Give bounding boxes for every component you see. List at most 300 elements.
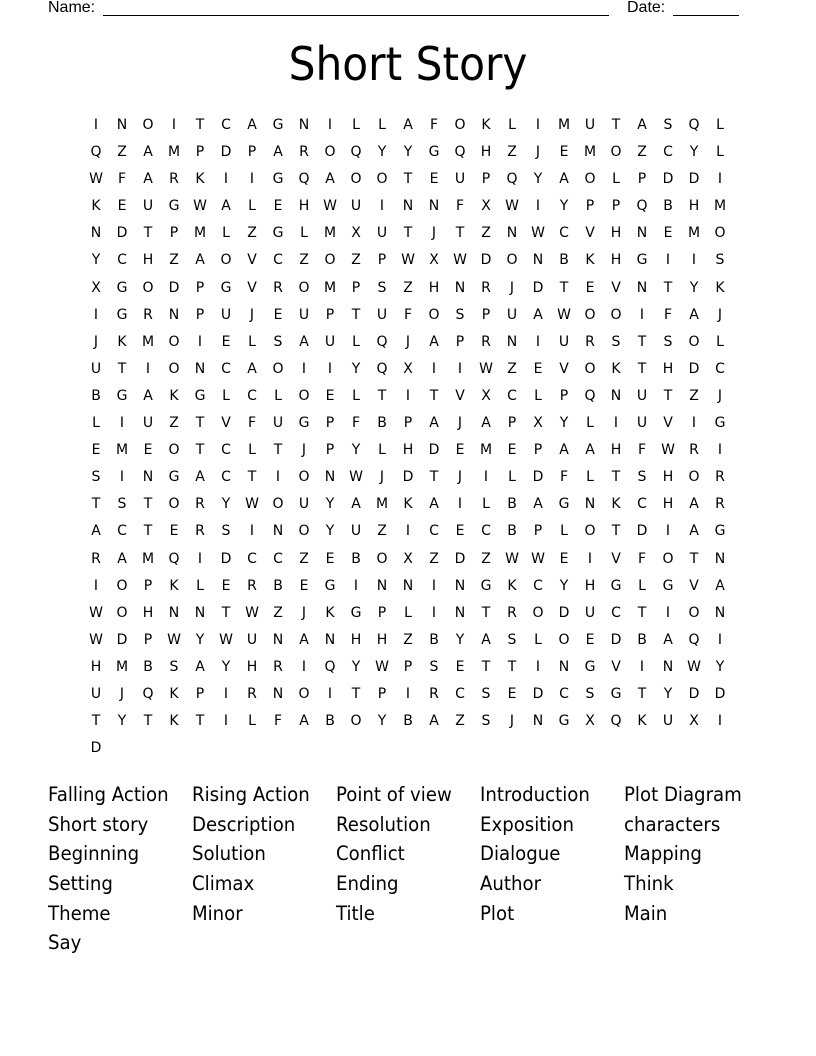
grid-cell: Y (221, 658, 231, 675)
grid-cell: Y (377, 713, 387, 730)
grid-cell: X (481, 387, 491, 404)
grid-cell: U (636, 387, 648, 404)
grid-cell: T (429, 469, 439, 486)
word-list-item: Say (48, 931, 82, 955)
grid-cell: O (298, 279, 310, 296)
grid-cell: R (169, 171, 179, 188)
grid-cell: I (457, 360, 463, 377)
grid-cell: E (559, 550, 569, 567)
grid-cell: A (299, 631, 309, 648)
grid-cell: S (585, 685, 595, 702)
grid-cell: P (195, 279, 205, 296)
grid-cell: O (298, 523, 310, 540)
grid-cell: T (91, 713, 101, 730)
grid-cell: W (557, 306, 571, 323)
grid-cell: H (402, 442, 414, 459)
grid-cell: I (93, 306, 99, 323)
grid-cell: K (195, 171, 205, 188)
grid-cell: O (376, 550, 388, 567)
grid-cell: I (665, 604, 671, 621)
grid-cell: O (584, 171, 596, 188)
grid-cell: N (90, 225, 102, 242)
grid-cell: L (222, 225, 230, 242)
grid-cell: Y (533, 171, 543, 188)
grid-cell: W (531, 225, 545, 242)
grid-cell: C (273, 550, 283, 567)
grid-cell: T (611, 469, 621, 486)
grid-cell: F (637, 442, 647, 459)
grid-cell: F (455, 198, 465, 215)
grid-cell: P (143, 631, 153, 648)
grid-cell: E (273, 306, 283, 323)
grid-cell: Y (715, 658, 725, 675)
grid-cell: X (689, 713, 699, 730)
grid-cell: E (585, 631, 595, 648)
word-list-item: Beginning (48, 842, 140, 866)
grid-cell: V (559, 360, 569, 377)
grid-cell: A (299, 333, 309, 350)
grid-cell: K (169, 387, 179, 404)
grid-cell: X (351, 225, 361, 242)
grid-cell: A (585, 442, 595, 459)
word-list (48, 780, 768, 958)
word-list-item: Conflict (336, 842, 405, 866)
grid-cell: I (483, 469, 489, 486)
grid-cell: M (115, 442, 129, 459)
grid-cell: Z (689, 387, 699, 404)
word-list-item: Description (192, 812, 296, 836)
grid-cell: G (714, 415, 726, 432)
grid-cell: T (429, 387, 439, 404)
grid-cell: X (429, 252, 439, 269)
grid-cell: Y (91, 252, 101, 269)
grid-cell: W (245, 496, 259, 513)
grid-cell: N (168, 306, 180, 323)
grid-cell: C (507, 387, 517, 404)
grid-cell: L (378, 442, 386, 459)
grid-cell: H (142, 252, 154, 269)
grid-cell: J (249, 306, 255, 323)
grid-cell: R (273, 279, 283, 296)
grid-cell: I (379, 198, 385, 215)
grid-cell: Y (403, 144, 413, 161)
grid-cell: R (689, 442, 699, 459)
grid-cell: P (325, 415, 335, 432)
grid-cell: X (481, 198, 491, 215)
name-label: Name: (48, 0, 96, 16)
grid-cell: L (716, 144, 724, 161)
word-search-grid (83, 112, 733, 762)
grid-cell: C (117, 252, 127, 269)
grid-cell: N (402, 198, 414, 215)
grid-cell: I (717, 442, 723, 459)
grid-cell: A (429, 496, 439, 513)
grid-cell: V (689, 577, 699, 594)
grid-cell: E (117, 198, 127, 215)
grid-cell: C (247, 387, 257, 404)
grid-cell: N (194, 604, 206, 621)
grid-cell: R (195, 496, 205, 513)
grid-cell: G (168, 198, 180, 215)
grid-cell: F (403, 306, 413, 323)
grid-cell: S (715, 252, 725, 269)
word-list-item: Climax (192, 872, 255, 896)
grid-cell: H (688, 198, 700, 215)
grid-cell: J (717, 306, 723, 323)
grid-cell: O (610, 144, 622, 161)
word-list-item: Theme (48, 901, 111, 925)
word-list-item: Main (624, 901, 668, 925)
grid-cell: Q (506, 171, 518, 188)
grid-cell: U (220, 306, 232, 323)
grid-cell: I (691, 415, 697, 432)
word-list-item: Resolution (336, 812, 431, 836)
grid-cell: Q (168, 550, 180, 567)
grid-cell: N (714, 550, 726, 567)
grid-cell: G (714, 523, 726, 540)
grid-cell: P (195, 685, 205, 702)
grid-cell: K (585, 252, 595, 269)
grid-cell: I (405, 685, 411, 702)
grid-cell: E (325, 550, 335, 567)
grid-cell: O (428, 306, 440, 323)
grid-cell: P (247, 144, 257, 161)
grid-cell: C (481, 523, 491, 540)
grid-cell: B (507, 523, 517, 540)
grid-cell: K (325, 604, 335, 621)
grid-cell: T (611, 117, 621, 133)
grid-cell: D (116, 225, 128, 242)
grid-cell: E (533, 360, 543, 377)
grid-cell: A (429, 333, 439, 350)
grid-cell: I (639, 658, 645, 675)
grid-cell: A (117, 550, 127, 567)
grid-cell: O (688, 604, 700, 621)
grid-cell: P (195, 306, 205, 323)
grid-cell: T (637, 360, 647, 377)
grid-cell: L (716, 333, 724, 350)
grid-cell: N (272, 523, 284, 540)
grid-cell: G (428, 144, 440, 161)
grid-cell: T (637, 685, 647, 702)
grid-cell: S (117, 496, 127, 513)
grid-cell: K (481, 117, 491, 133)
grid-cell: D (220, 550, 232, 567)
grid-cell: P (559, 387, 569, 404)
grid-cell: T (455, 225, 465, 242)
grid-cell: A (689, 523, 699, 540)
grid-cell: M (713, 198, 727, 215)
grid-cell: M (323, 279, 337, 296)
grid-cell: L (586, 415, 594, 432)
grid-cell: E (221, 333, 231, 350)
grid-cell: G (558, 713, 570, 730)
grid-cell: D (532, 685, 544, 702)
grid-cell: T (481, 604, 491, 621)
grid-cell: L (300, 225, 308, 242)
word-list-item: Short story (48, 812, 149, 836)
grid-cell: G (636, 252, 648, 269)
grid-cell: G (610, 685, 622, 702)
grid-cell: B (663, 198, 673, 215)
grid-cell: I (93, 117, 99, 133)
word-list-item: characters (624, 812, 721, 836)
grid-cell: D (90, 740, 102, 757)
grid-cell: W (167, 631, 181, 648)
grid-cell: T (143, 225, 153, 242)
word-list-item: Dialogue (480, 842, 561, 866)
grid-cell: T (195, 442, 205, 459)
grid-cell: N (376, 577, 388, 594)
grid-cell: O (220, 252, 232, 269)
grid-cell: M (167, 144, 181, 161)
grid-cell: B (429, 631, 439, 648)
grid-cell: H (610, 225, 622, 242)
grid-cell: I (431, 577, 437, 594)
grid-cell: J (535, 144, 541, 161)
grid-cell: A (533, 306, 543, 323)
grid-cell: H (610, 252, 622, 269)
grid-cell: S (611, 333, 621, 350)
grid-cell: I (301, 360, 307, 377)
grid-cell: L (534, 387, 542, 404)
grid-cell: I (275, 469, 281, 486)
grid-cell: F (117, 171, 127, 188)
grid-cell: A (429, 713, 439, 730)
grid-cell: T (195, 713, 205, 730)
grid-cell: W (323, 198, 337, 215)
grid-cell: R (481, 333, 491, 350)
grid-cell: Y (351, 360, 361, 377)
grid-cell: D (220, 144, 232, 161)
grid-cell: N (402, 577, 414, 594)
grid-cell: I (327, 685, 333, 702)
grid-cell: G (298, 415, 310, 432)
grid-cell: C (221, 469, 231, 486)
grid-cell: X (533, 415, 543, 432)
grid-cell: T (143, 523, 153, 540)
grid-cell: N (454, 604, 466, 621)
grid-cell: H (610, 442, 622, 459)
grid-cell: U (298, 306, 310, 323)
grid-cell: O (558, 631, 570, 648)
grid-cell: W (453, 252, 467, 269)
grid-cell: V (247, 279, 257, 296)
grid-cell: R (429, 685, 439, 702)
grid-cell: L (378, 117, 386, 133)
grid-cell: L (586, 469, 594, 486)
grid-cell: O (272, 496, 284, 513)
grid-cell: N (506, 333, 518, 350)
grid-cell: Z (507, 360, 517, 377)
grid-cell: P (533, 442, 543, 459)
grid-cell: W (245, 604, 259, 621)
grid-cell: A (715, 577, 725, 594)
grid-cell: T (195, 415, 205, 432)
grid-cell: T (559, 279, 569, 296)
grid-cell: M (479, 442, 493, 459)
grid-cell: O (584, 306, 596, 323)
name-blank-line[interactable] (103, 0, 609, 16)
grid-cell: U (350, 198, 362, 215)
grid-cell: N (532, 252, 544, 269)
grid-cell: Q (636, 198, 648, 215)
grid-cell: A (299, 713, 309, 730)
grid-cell: M (557, 117, 571, 133)
grid-cell: U (376, 225, 388, 242)
grid-cell: A (143, 144, 153, 161)
grid-cell: A (559, 442, 569, 459)
grid-cell: A (247, 117, 257, 133)
grid-cell: O (168, 333, 180, 350)
grid-cell: Y (559, 415, 569, 432)
grid-cell: Q (350, 144, 362, 161)
grid-cell: G (116, 279, 128, 296)
grid-cell: A (663, 631, 673, 648)
grid-cell: C (117, 523, 127, 540)
grid-cell: I (223, 685, 229, 702)
date-label: Date: (627, 0, 666, 16)
grid-cell: M (323, 225, 337, 242)
grid-cell: A (247, 360, 257, 377)
grid-cell: N (610, 387, 622, 404)
grid-cell: I (717, 171, 723, 188)
grid-cell: L (196, 577, 204, 594)
grid-cell: P (169, 225, 179, 242)
grid-cell: H (662, 496, 674, 513)
grid-cell: U (636, 415, 648, 432)
grid-cell: A (221, 198, 231, 215)
grid-cell: A (195, 658, 205, 675)
grid-cell: E (585, 279, 595, 296)
grid-cell: L (248, 713, 256, 730)
grid-cell: Z (429, 550, 439, 567)
grid-cell: I (665, 523, 671, 540)
grid-cell: W (349, 469, 363, 486)
grid-cell: L (534, 631, 542, 648)
grid-cell: I (665, 252, 671, 269)
grid-cell: N (298, 117, 310, 133)
grid-cell: U (90, 685, 102, 702)
grid-cell: F (559, 469, 569, 486)
grid-cell: B (143, 658, 153, 675)
grid-cell: O (584, 523, 596, 540)
grid-cell: N (168, 604, 180, 621)
grid-cell: K (611, 360, 621, 377)
grid-cell: I (457, 496, 463, 513)
grid-cell: Z (169, 415, 179, 432)
grid-cell: L (716, 117, 724, 133)
grid-cell: A (559, 171, 569, 188)
grid-cell: T (689, 550, 699, 567)
grid-cell: C (455, 685, 465, 702)
grid-cell: I (93, 577, 99, 594)
grid-cell: X (403, 360, 413, 377)
grid-cell: N (506, 225, 518, 242)
grid-cell: T (637, 604, 647, 621)
grid-cell: R (195, 523, 205, 540)
grid-cell: Z (169, 252, 179, 269)
grid-cell: R (715, 469, 725, 486)
grid-cell: P (455, 333, 465, 350)
grid-cell: C (611, 604, 621, 621)
grid-cell: D (714, 685, 726, 702)
grid-cell: N (272, 631, 284, 648)
grid-cell: O (298, 387, 310, 404)
grid-cell: O (142, 117, 154, 133)
grid-cell: A (143, 171, 153, 188)
grid-cell: Z (247, 225, 257, 242)
grid-cell: K (169, 577, 179, 594)
grid-cell: G (116, 306, 128, 323)
grid-cell: P (533, 523, 543, 540)
grid-cell: J (431, 225, 437, 242)
grid-cell: K (117, 333, 127, 350)
grid-cell: Q (142, 685, 154, 702)
grid-cell: U (142, 415, 154, 432)
grid-cell: I (405, 523, 411, 540)
grid-cell: Y (351, 658, 361, 675)
grid-cell: E (507, 685, 517, 702)
grid-cell: G (272, 171, 284, 188)
grid-cell: I (431, 360, 437, 377)
grid-cell: P (507, 415, 517, 432)
grid-cell: T (351, 306, 361, 323)
grid-cell: I (327, 117, 333, 133)
grid-cell: L (638, 577, 646, 594)
grid-cell: J (301, 604, 307, 621)
grid-cell: L (222, 387, 230, 404)
grid-cell: N (324, 631, 336, 648)
grid-cell: A (403, 117, 413, 133)
grid-cell: D (532, 279, 544, 296)
grid-cell: E (221, 577, 231, 594)
grid-cell: N (636, 225, 648, 242)
grid-cell: W (479, 360, 493, 377)
grid-cell: G (220, 279, 232, 296)
grid-cell: S (221, 523, 231, 540)
grid-cell: T (663, 387, 673, 404)
grid-cell: O (272, 360, 284, 377)
grid-cell: H (428, 279, 440, 296)
grid-cell: Q (90, 144, 102, 161)
grid-cell: E (429, 171, 439, 188)
grid-cell: W (193, 198, 207, 215)
grid-cell: F (351, 415, 361, 432)
grid-cell: H (662, 469, 674, 486)
grid-cell: Y (351, 442, 361, 459)
grid-cell: G (168, 469, 180, 486)
grid-cell: S (169, 658, 179, 675)
grid-cell: O (324, 144, 336, 161)
grid-cell: A (637, 117, 647, 133)
grid-cell: G (324, 577, 336, 594)
grid-cell: O (688, 333, 700, 350)
grid-cell: O (298, 469, 310, 486)
grid-cell: P (481, 171, 491, 188)
grid-cell: G (194, 387, 206, 404)
grid-cell: T (273, 442, 283, 459)
grid-cell: I (171, 117, 177, 133)
grid-cell: A (195, 252, 205, 269)
date-blank-line[interactable] (673, 0, 739, 16)
grid-cell: C (663, 144, 673, 161)
grid-cell: N (428, 198, 440, 215)
grid-cell: Y (455, 631, 465, 648)
grid-cell: W (401, 252, 415, 269)
grid-cell: D (402, 469, 414, 486)
grid-cell: Z (481, 225, 491, 242)
